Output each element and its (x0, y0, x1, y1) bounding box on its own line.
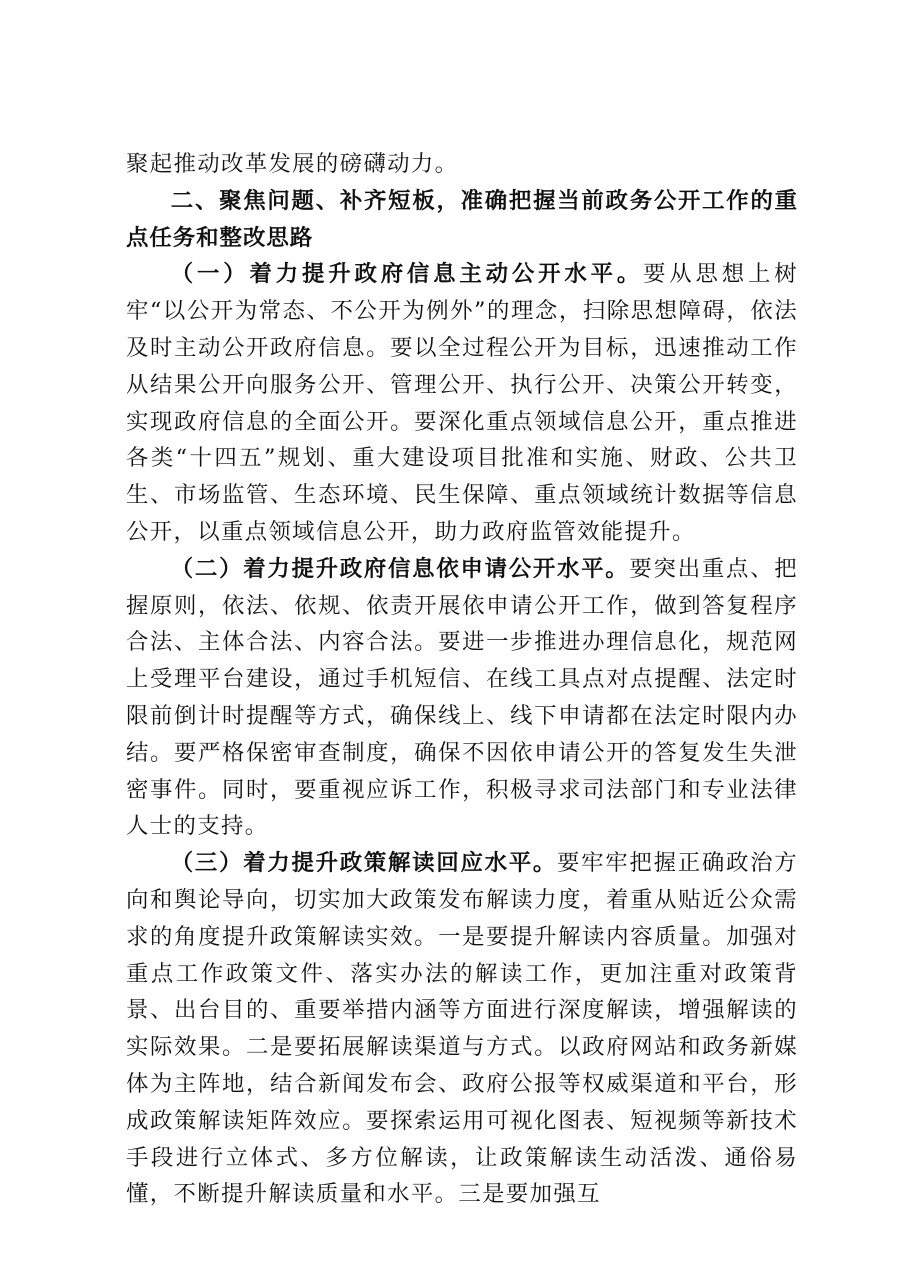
paragraph-3 (126, 845, 798, 1213)
paragraph-1-subheading: （一）着力提升政府信息主动公开水平。 (170, 261, 644, 288)
section-heading: 二、聚焦问题、补齐短板，准确把握当前政务公开工作的重点任务和整改思路 (126, 187, 798, 251)
paragraph-2-body: 要突出重点、把握原则，依法、依规、依责开展依申请公开工作，做到答复程序合法、主体合法、内容合法。要进一步推进办理信息化，规范网上受理平台建设，通过手机短信、在线工具点对点提醒、法定时限前倒计时提醒等方式，确保线上、线下申请都在法定时限内办结。要严格保密审查制度，确保不因依申请公开的答复发生失泄密事件。同时，要重视应诉工作，积极寻求司法部门和专业法律人士的支持。 (126, 555, 798, 840)
paragraph-3-subheading: （三）着力提升政策解读回应水平。 (170, 850, 558, 877)
paragraph-1 (126, 256, 798, 550)
document-page (126, 146, 798, 1213)
paragraph-2 (126, 551, 798, 845)
paragraph-3-body: 要牢牢把握正确政治方向和舆论导向，切实加大政策发布解读力度，着重从贴近公众需求的角度提升政策解读实效。一是要提升解读内容质量。加强对重点工作政策文件、落实办法的解读工作，更加注重对政策背景、出台目的、重要举措内涵等方面进行深度解读，增强解读的实际效果。二是要拓展解读渠道与方式。以政府网站和政务新媒体为主阵地，结合新闻发布会、政府公报等权威渠道和平台，形成政策解读矩阵效应。要探索运用可视化图表、短视频等新技术手段进行立体式、多方位解读，让政策解读生动活泼、通俗易懂，不断提升解读质量和水平。三是要加强互 (126, 850, 798, 1208)
intro-line: 聚起推动改革发展的磅礴动力。 (126, 151, 459, 177)
paragraph-2-subheading: （二）着力提升政府信息依申请公开水平。 (170, 555, 630, 582)
paragraph-1-body: 要从思想上树牢“以公开为常态、不公开为例外”的理念，扫除思想障碍，依法及时主动公开政府信息。要以全过程公开为目标，迅速推动工作从结果公开向服务公开、管理公开、执行公开、决策公开转变，实现政府信息的全面公开。要深化重点领域信息公开，重点推进各类“十四五”规划、重大建设项目批准和实施、财政、公共卫生、市场监管、生态环境、民生保障、重点领域统计数据等信息公开，以重点领域信息公开，助力政府监管效能提升。 (126, 261, 798, 545)
